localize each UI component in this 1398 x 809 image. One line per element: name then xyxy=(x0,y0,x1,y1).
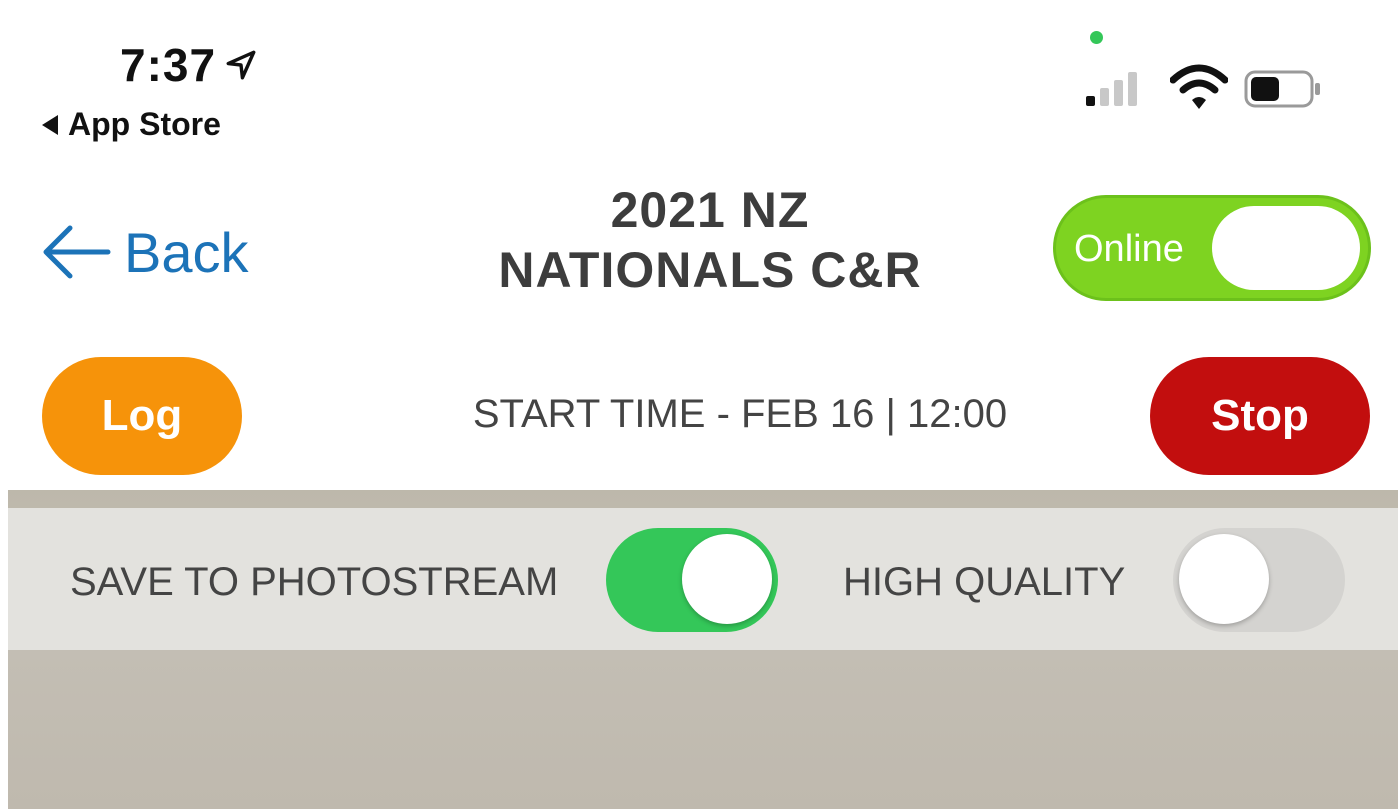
online-toggle-knob xyxy=(1212,206,1360,290)
back-button-label: Back xyxy=(124,220,249,284)
online-toggle[interactable] xyxy=(1053,195,1371,301)
save-to-photostream-label: SAVE TO PHOTOSTREAM xyxy=(70,560,559,604)
high-quality-switch[interactable] xyxy=(1173,528,1345,632)
online-toggle-label: Online xyxy=(1074,228,1184,270)
wifi-icon xyxy=(1170,62,1228,112)
preview-edge xyxy=(0,490,8,809)
log-button[interactable]: Log xyxy=(42,357,242,475)
page-title-line2: NATIONALS C&R xyxy=(498,242,922,298)
back-button[interactable] xyxy=(38,214,249,290)
start-time-label: START TIME - FEB 16 | 12:00 xyxy=(472,392,1008,436)
back-to-app-store-label: App Store xyxy=(68,106,221,142)
privacy-indicator-dot xyxy=(1090,31,1103,44)
time-label: 7:37 xyxy=(120,39,217,91)
high-quality-label: HIGH QUALITY xyxy=(843,560,1126,604)
location-arrow-icon xyxy=(224,48,258,82)
stop-button[interactable]: Stop xyxy=(1150,357,1370,475)
arrow-left-icon xyxy=(38,214,114,290)
back-triangle-icon xyxy=(42,115,58,135)
back-to-app-store[interactable] xyxy=(42,106,221,143)
page-title xyxy=(420,180,1000,300)
page-title-line1: 2021 NZ xyxy=(610,182,810,238)
signal-icon xyxy=(1086,72,1137,106)
status-time xyxy=(120,38,258,92)
save-to-photostream-switch[interactable] xyxy=(606,528,778,632)
switch-knob xyxy=(1179,534,1269,624)
switch-knob xyxy=(682,534,772,624)
battery-icon xyxy=(1244,70,1322,108)
